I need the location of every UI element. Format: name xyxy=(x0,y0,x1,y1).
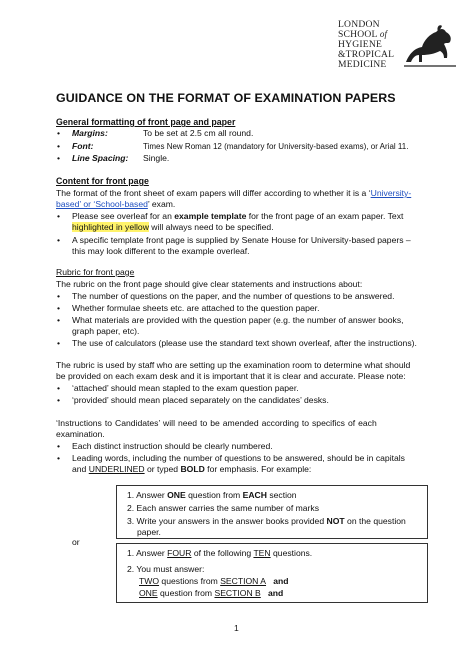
general-heading: General formatting of front page and paper xyxy=(56,117,236,127)
bullet: • xyxy=(57,338,61,348)
bullet: • xyxy=(57,383,61,393)
instructions-para-line2: examination. xyxy=(56,429,105,439)
bullet: • xyxy=(57,235,61,245)
instructions-bullet-2: Leading words, including the number of questions to be answered, should be in capitals xyxy=(72,453,405,463)
rubric-bullet-3-line2: graph paper, etc). xyxy=(72,326,140,336)
rubric-bullet-4: The use of calculators (please use the standard text shown overleaf, after the instructions). xyxy=(72,338,417,348)
highlighted-text: highlighted in yellow xyxy=(72,222,149,232)
school-based-link[interactable]: based’ or ‘School-based xyxy=(56,199,148,209)
bullet: • xyxy=(57,303,61,313)
content-heading: Content for front page xyxy=(56,176,149,186)
rubric-intro: The rubric on the front page should give clear statements and instructions about: xyxy=(56,279,363,289)
content-bullet-1: Please see overleaf for an example template for the front page of an exam paper. Text xyxy=(72,211,404,221)
margins-label: Margins: xyxy=(72,128,108,138)
bullet: • xyxy=(57,211,61,221)
font-label: Font: xyxy=(72,141,94,151)
font-value: Times New Roman 12 (mandatory for University-based exams), or Arial 11. xyxy=(143,141,409,151)
box1-line3: 3. Write your answers in the answer books provided NOT on the question xyxy=(127,516,406,526)
box1-line1: 1. Answer ONE question from EACH section xyxy=(127,490,297,500)
bullet: • xyxy=(57,395,61,405)
university-based-link[interactable]: University- xyxy=(370,188,412,198)
bullet: • xyxy=(57,153,61,163)
rubric-para-line1: The rubric is used by staff who are setting up the examination room to determine what should xyxy=(56,360,411,370)
logo-wordmark: LONDON SCHOOL of HYGIENE &TROPICAL MEDICINE xyxy=(338,19,395,71)
page-number: 1 xyxy=(234,623,239,633)
rubric-bullet-2: Whether formulae sheets etc. are attached to the question paper. xyxy=(72,303,320,313)
content-bullet-1-line2: highlighted in yellow will always need to be specified. xyxy=(72,222,274,232)
box2-line3: TWO questions from SECTION A and xyxy=(139,576,289,586)
box2-line1: 1. Answer FOUR of the following TEN questions. xyxy=(127,548,313,558)
page-title: GUIDANCE ON THE FORMAT OF EXAMINATION PAPERS xyxy=(56,91,396,105)
line-spacing-label: Line Spacing: xyxy=(72,153,129,163)
rubric-bullet-1: The number of questions on the paper, and the number of questions to be answered. xyxy=(72,291,395,301)
example-box-1 xyxy=(116,485,428,539)
bullet: • xyxy=(57,128,61,138)
margins-value: To be set at 2.5 cm all round. xyxy=(143,128,254,138)
horse-crest-icon xyxy=(400,22,460,70)
bullet: • xyxy=(57,141,61,151)
rubric-para-line2: be provided on each exam desk and it is important that it is clear and accurate. Please note: xyxy=(56,371,406,381)
box1-line2: 2. Each answer carries the same number of marks xyxy=(127,503,320,513)
rubric-bullet-3: What materials are provided with the question paper (e.g. the number of answer books, xyxy=(72,315,404,325)
instructions-para-line1: ‘Instructions to Candidates’ will need to be amended according to specifics of each xyxy=(56,418,377,428)
box2-line4: ONE question from SECTION B and xyxy=(139,588,284,598)
bullet: • xyxy=(57,291,61,301)
content-bullet-2-line2: this may look different to the example overleaf. xyxy=(72,246,250,256)
instructions-bullet-2-line2: and UNDERLINED or typed BOLD for emphasis. For example: xyxy=(72,464,312,474)
content-intro-line2: based’ or ‘School-based’ exam. xyxy=(56,199,176,209)
box2-line2: 2. You must answer: xyxy=(127,564,205,574)
or-label: or xyxy=(72,537,80,547)
bullet: • xyxy=(57,441,61,451)
content-intro-line1: The format of the front sheet of exam papers will differ according to whether it is a ‘University- xyxy=(56,188,412,198)
box1-line4: paper. xyxy=(137,527,161,537)
bullet: • xyxy=(57,315,61,325)
content-bullet-2: A specific template front page is supplied by Senate House for University-based papers – xyxy=(72,235,411,245)
lshtm-logo xyxy=(338,20,460,78)
instructions-bullet-1: Each distinct instruction should be clearly numbered. xyxy=(72,441,273,451)
rubric-note-2: ‘provided’ should mean placed separately on the candidates’ desks. xyxy=(72,395,329,405)
rubric-heading: Rubric for front page xyxy=(56,267,135,277)
line-spacing-value: Single. xyxy=(143,153,170,163)
bullet: • xyxy=(57,453,61,463)
example-box-2 xyxy=(116,543,428,603)
rubric-note-1: ‘attached’ should mean stapled to the exam question paper. xyxy=(72,383,299,393)
